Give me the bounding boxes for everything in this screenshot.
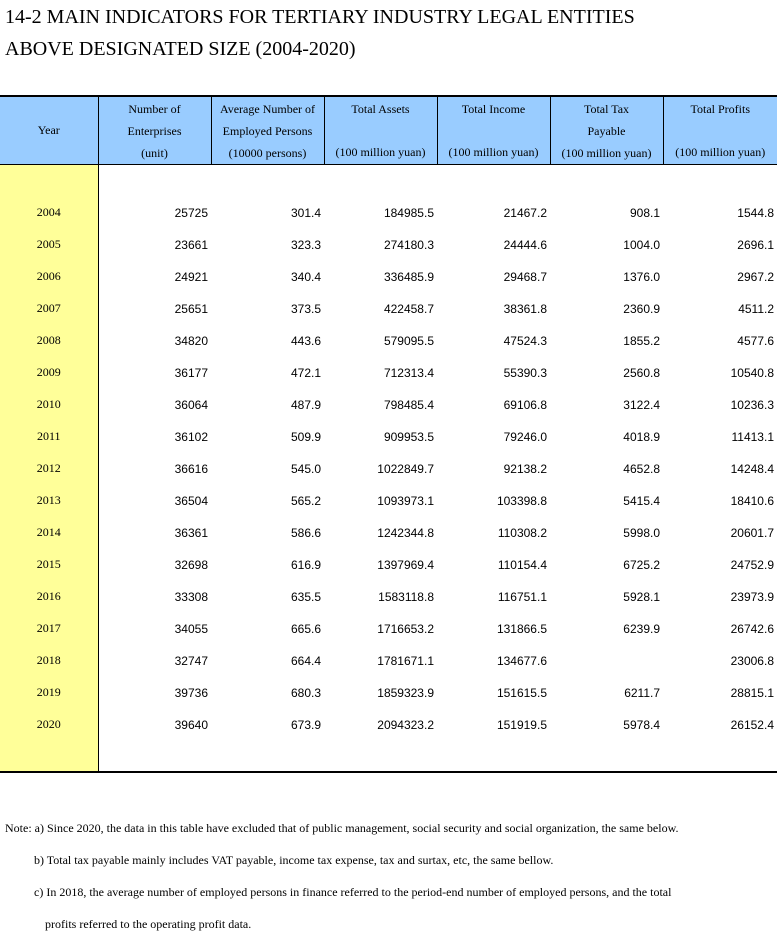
table-row: [0, 357, 777, 389]
cell-employed: 301.4: [211, 197, 324, 229]
cell-assets: 274180.3: [324, 229, 437, 261]
header-employed-line1: Average Number of: [220, 102, 315, 116]
table-row: [0, 261, 777, 293]
note-c-line-1: c) In 2018, the average number of employed persons in finance referred to the period-end number of employed persons, and the total: [34, 876, 671, 908]
cell-tax: 6239.9: [550, 613, 663, 645]
cell-assets: 1583118.8: [324, 581, 437, 613]
cell-assets: 1397969.4: [324, 549, 437, 581]
table-row: [0, 581, 777, 613]
cell-tax: 5415.4: [550, 485, 663, 517]
cell-employed: 323.3: [211, 229, 324, 261]
header-enterprises-line1: Number of: [128, 102, 180, 116]
cell-employed: 565.2: [211, 485, 324, 517]
cell-assets: 1093973.1: [324, 485, 437, 517]
header-assets: [324, 96, 437, 164]
cell-enterprises: 34820: [98, 325, 211, 357]
cell-profits: 23006.8: [663, 645, 777, 677]
header-income-unit: (100 million yuan): [438, 141, 550, 163]
indicators-table: [0, 95, 777, 773]
cell-income: 47524.3: [437, 325, 550, 357]
header-profits-line1: Total Profits: [691, 102, 751, 116]
cell-tax: 4018.9: [550, 421, 663, 453]
cell-employed: 586.6: [211, 517, 324, 549]
cell-enterprises: 25725: [98, 197, 211, 229]
cell-year: 2013: [0, 485, 98, 517]
table-row: [0, 325, 777, 357]
cell-tax: 908.1: [550, 197, 663, 229]
cell-income: 55390.3: [437, 357, 550, 389]
cell-profits: 1544.8: [663, 197, 777, 229]
cell-employed: 373.5: [211, 293, 324, 325]
cell-income: 116751.1: [437, 581, 550, 613]
cell-enterprises: 39640: [98, 709, 211, 741]
header-enterprises-line2: Enterprises: [128, 124, 182, 138]
cell-income: 38361.8: [437, 293, 550, 325]
cell-enterprises: 36504: [98, 485, 211, 517]
header-enterprises-unit: (unit): [99, 142, 211, 164]
header-assets-line1: Total Assets: [351, 102, 409, 116]
header-tax: [550, 96, 663, 164]
table-row: [0, 645, 777, 677]
spacer-row: [0, 164, 777, 197]
cell-profits: 10236.3: [663, 389, 777, 421]
cell-profits: 18410.6: [663, 485, 777, 517]
table-row: [0, 453, 777, 485]
cell-enterprises: 39736: [98, 677, 211, 709]
cell-tax: 5978.4: [550, 709, 663, 741]
cell-year: 2009: [0, 357, 98, 389]
cell-tax: 3122.4: [550, 389, 663, 421]
header-enterprises: [98, 96, 211, 164]
cell-year: 2008: [0, 325, 98, 357]
cell-enterprises: 24921: [98, 261, 211, 293]
cell-assets: 712313.4: [324, 357, 437, 389]
cell-tax: 1376.0: [550, 261, 663, 293]
table-row: [0, 293, 777, 325]
cell-enterprises: 33308: [98, 581, 211, 613]
cell-year: 2006: [0, 261, 98, 293]
cell-assets: 1716653.2: [324, 613, 437, 645]
cell-employed: 340.4: [211, 261, 324, 293]
header-profits: [663, 96, 777, 164]
cell-employed: 665.6: [211, 613, 324, 645]
note-c-line-2: profits referred to the operating profit data.: [45, 908, 251, 940]
cell-employed: 680.3: [211, 677, 324, 709]
cell-year: 2004: [0, 197, 98, 229]
cell-profits: 24752.9: [663, 549, 777, 581]
cell-profits: 28815.1: [663, 677, 777, 709]
table-row: [0, 485, 777, 517]
cell-enterprises: 36102: [98, 421, 211, 453]
header-income: [437, 96, 550, 164]
cell-year: 2014: [0, 517, 98, 549]
cell-year: 2017: [0, 613, 98, 645]
table-row: [0, 389, 777, 421]
cell-profits: 20601.7: [663, 517, 777, 549]
cell-enterprises: 25651: [98, 293, 211, 325]
cell-tax: 4652.8: [550, 453, 663, 485]
note-b: b) Total tax payable mainly includes VAT payable, income tax expense, tax and surtax, etc, the same bellow.: [34, 844, 553, 876]
cell-tax: 2360.9: [550, 293, 663, 325]
cell-profits: 23973.9: [663, 581, 777, 613]
cell-year: 2019: [0, 677, 98, 709]
cell-year: 2020: [0, 709, 98, 741]
table-row: [0, 197, 777, 229]
cell-profits: 14248.4: [663, 453, 777, 485]
cell-profits: 10540.8: [663, 357, 777, 389]
header-tax-line2: Payable: [588, 124, 626, 138]
cell-enterprises: 36064: [98, 389, 211, 421]
table-body: [0, 164, 777, 772]
cell-employed: 443.6: [211, 325, 324, 357]
cell-profits: 2967.2: [663, 261, 777, 293]
cell-assets: 2094323.2: [324, 709, 437, 741]
cell-tax: [550, 645, 663, 677]
table-row: [0, 549, 777, 581]
cell-assets: 579095.5: [324, 325, 437, 357]
cell-enterprises: 32698: [98, 549, 211, 581]
cell-enterprises: 32747: [98, 645, 211, 677]
cell-income: 134677.6: [437, 645, 550, 677]
table-row: [0, 677, 777, 709]
header-employed: [211, 96, 324, 164]
cell-assets: 909953.5: [324, 421, 437, 453]
cell-assets: 1859323.9: [324, 677, 437, 709]
cell-year: 2011: [0, 421, 98, 453]
cell-income: 21467.2: [437, 197, 550, 229]
page-title-line-1: 14-2 MAIN INDICATORS FOR TERTIARY INDUSTRY LEGAL ENTITIES: [5, 5, 635, 29]
table-row: [0, 517, 777, 549]
cell-profits: 4577.6: [663, 325, 777, 357]
cell-employed: 664.4: [211, 645, 324, 677]
cell-tax: 1004.0: [550, 229, 663, 261]
cell-tax: 6211.7: [550, 677, 663, 709]
cell-profits: 11413.1: [663, 421, 777, 453]
table-row: [0, 613, 777, 645]
cell-income: 92138.2: [437, 453, 550, 485]
cell-profits: 4511.2: [663, 293, 777, 325]
cell-income: 24444.6: [437, 229, 550, 261]
cell-year: 2005: [0, 229, 98, 261]
cell-profits: 26152.4: [663, 709, 777, 741]
cell-enterprises: 34055: [98, 613, 211, 645]
cell-enterprises: 23661: [98, 229, 211, 261]
cell-assets: 422458.7: [324, 293, 437, 325]
cell-income: 151615.5: [437, 677, 550, 709]
cell-assets: 1022849.7: [324, 453, 437, 485]
cell-employed: 616.9: [211, 549, 324, 581]
cell-employed: 635.5: [211, 581, 324, 613]
cell-income: 110154.4: [437, 549, 550, 581]
table-row: [0, 421, 777, 453]
cell-tax: 5998.0: [550, 517, 663, 549]
header-employed-unit: (10000 persons): [212, 142, 324, 164]
table-row: [0, 229, 777, 261]
cell-income: 29468.7: [437, 261, 550, 293]
cell-assets: 1781671.1: [324, 645, 437, 677]
cell-employed: 472.1: [211, 357, 324, 389]
cell-employed: 509.9: [211, 421, 324, 453]
cell-income: 131866.5: [437, 613, 550, 645]
cell-year: 2010: [0, 389, 98, 421]
cell-year: 2018: [0, 645, 98, 677]
cell-tax: 5928.1: [550, 581, 663, 613]
cell-enterprises: 36177: [98, 357, 211, 389]
header-profits-unit: (100 million yuan): [664, 141, 777, 163]
header-tax-unit: (100 million yuan): [551, 142, 663, 164]
header-tax-line1: Total Tax: [584, 102, 629, 116]
header-assets-unit: (100 million yuan): [325, 141, 437, 163]
cell-assets: 184985.5: [324, 197, 437, 229]
cell-assets: 336485.9: [324, 261, 437, 293]
note-a: Note: a) Since 2020, the data in this table have excluded that of public management, social security and social organization, the same below.: [5, 812, 678, 844]
page-title-line-2: ABOVE DESIGNATED SIZE (2004-2020): [5, 37, 356, 61]
cell-income: 79246.0: [437, 421, 550, 453]
table-row: [0, 709, 777, 741]
cell-tax: 6725.2: [550, 549, 663, 581]
cell-employed: 673.9: [211, 709, 324, 741]
cell-employed: 545.0: [211, 453, 324, 485]
cell-income: 151919.5: [437, 709, 550, 741]
cell-employed: 487.9: [211, 389, 324, 421]
header-employed-line2: Employed Persons: [223, 124, 313, 138]
cell-enterprises: 36616: [98, 453, 211, 485]
spacer-row: [0, 741, 777, 772]
cell-tax: 2560.8: [550, 357, 663, 389]
cell-assets: 1242344.8: [324, 517, 437, 549]
cell-income: 69106.8: [437, 389, 550, 421]
cell-year: 2015: [0, 549, 98, 581]
header-row: [0, 96, 777, 164]
cell-assets: 798485.4: [324, 389, 437, 421]
header-year: Year: [0, 96, 98, 164]
cell-profits: 26742.6: [663, 613, 777, 645]
cell-tax: 1855.2: [550, 325, 663, 357]
cell-enterprises: 36361: [98, 517, 211, 549]
header-income-line1: Total Income: [462, 102, 525, 116]
cell-income: 103398.8: [437, 485, 550, 517]
cell-profits: 2696.1: [663, 229, 777, 261]
cell-year: 2016: [0, 581, 98, 613]
cell-income: 110308.2: [437, 517, 550, 549]
cell-year: 2012: [0, 453, 98, 485]
cell-year: 2007: [0, 293, 98, 325]
